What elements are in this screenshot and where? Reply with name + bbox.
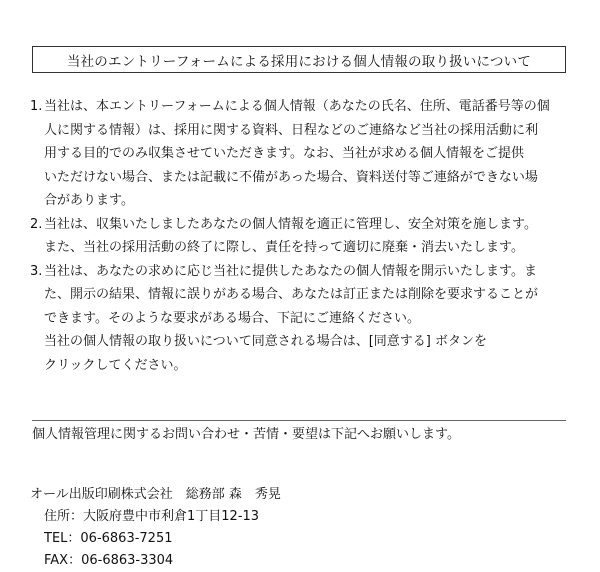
terms-item-2: [30, 213, 572, 260]
terms-item-1: [30, 95, 572, 213]
terms-line: 当社は、本エントリーフォームによる個人情報（あなたの氏名、住所、電話番号等の個: [44, 99, 550, 114]
terms-line: 当社は、あなたの求めに応じ当社に提供したあなたの個人情報を開示いたします。ま: [44, 263, 537, 279]
terms-line: 当社は、収集いたしましたあなたの個人情報を適正に管理し、安全対策を施します。: [44, 216, 537, 232]
terms-line: できます。そのような要求がある場合、下記にご連絡ください。: [44, 310, 420, 326]
consent-note: [30, 330, 572, 377]
page-title-text: 当社のエントリーフォームによる採用における個人情報の取り扱いについて: [66, 53, 532, 70]
terms-list: [30, 95, 572, 377]
contact-address: 住所：大阪府豊中市利倉1丁目12-13: [44, 509, 260, 524]
terms-item-number: 1.: [30, 99, 43, 114]
contact-block: [30, 484, 281, 572]
terms-item-number: 3.: [30, 263, 43, 279]
terms-line: また、当社の採用活動の終了に際し、責任を持って適切に廃棄・消去いたします。: [44, 240, 524, 255]
terms-item-number: 2.: [30, 216, 43, 232]
consent-line: 当社の個人情報の取り扱いについて同意される場合は、[同意する] ボタンを: [44, 334, 488, 349]
contact-org: オール出版印刷株式会社 総務部 森 秀晃: [30, 487, 281, 502]
contact-tel: TEL：06-6863-7251: [44, 531, 173, 546]
terms-item-3: [30, 260, 572, 331]
terms-line: 合があります。: [44, 193, 134, 208]
terms-line: た、開示の結果、情報に誤りがある場合、あなたは訂正または削除を要求することが: [44, 287, 539, 302]
terms-line: いただけない場合、または記載に不備があった場合、資料送付等ご連絡ができない場: [44, 169, 538, 185]
section-divider: [32, 420, 566, 421]
inquiry-note: 個人情報管理に関するお問い合わせ・苦情・要望は下記へお願いします。: [32, 427, 460, 442]
terms-line: 用する目的でのみ収集させていただきます。なお、当社が求める個人情報をご提供: [44, 146, 524, 161]
contact-fax: FAX：06-6863-3304: [44, 553, 174, 568]
page-title: [32, 46, 566, 73]
terms-line: 人に関する情報）は、採用に関する資料、日程などのご連絡など当社の採用活動に利: [44, 122, 539, 138]
consent-line: クリックしてください。: [44, 357, 187, 373]
